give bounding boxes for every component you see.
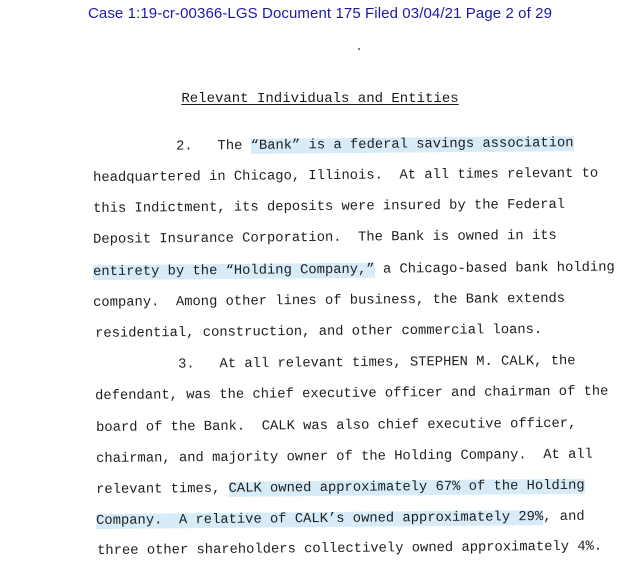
scan-speck [358,48,360,50]
paragraph-line: board of the Bank. CALK was also chief executive officer, [63,402,577,451]
paragraph-line: defendant, was the chief executive officer and chairman of the [62,370,609,420]
paragraph-line: headquartered in Chicago, Illinois. At all times relevant to [60,152,599,202]
paragraph-line: entirety by the “Holding Company,” a Chicago-based bank holding [60,246,615,296]
case-header: Case 1:19-cr-00366-LGS Document 175 Filed 03/04/21 Page 2 of 29 [0,5,640,22]
paragraph-line: Deposit Insurance Corporation. The Bank is owned in its [60,214,557,263]
paragraph-line: 2. The “Bank” is a federal savings association [143,121,574,170]
paragraph-line: Company. A relative of CALK’s owned approximately 29%, and [63,495,585,545]
paragraph-line: residential, construction, and other commercial loans. [62,308,543,357]
paragraph-line: chairman, and majority owner of the Holding Company. At all [63,433,593,483]
paragraph-line: this Indictment, its deposits were insured by the Federal [60,183,565,232]
highlight: Company. A relative of CALK’s owned approximately 29% [96,510,543,529]
paragraph-line: three other shareholders collectively owned approximately 4%. [64,525,603,574]
highlight: “Bank” is a federal savings association [251,136,574,154]
highlight: entirety by the “Holding Company,” [93,263,375,280]
paragraph-line: relevant times, CALK owned approximately 67% of the Holding [63,464,585,514]
paragraph-line: company. Among other lines of business, the Bank extends [60,277,565,326]
section-heading: Relevant Individuals and Entities [0,91,640,107]
paragraph-line: 3. At all relevant times, STEPHEN M. CALK, the [145,339,576,388]
highlight: CALK owned approximately 67% of the Holding [229,479,585,497]
